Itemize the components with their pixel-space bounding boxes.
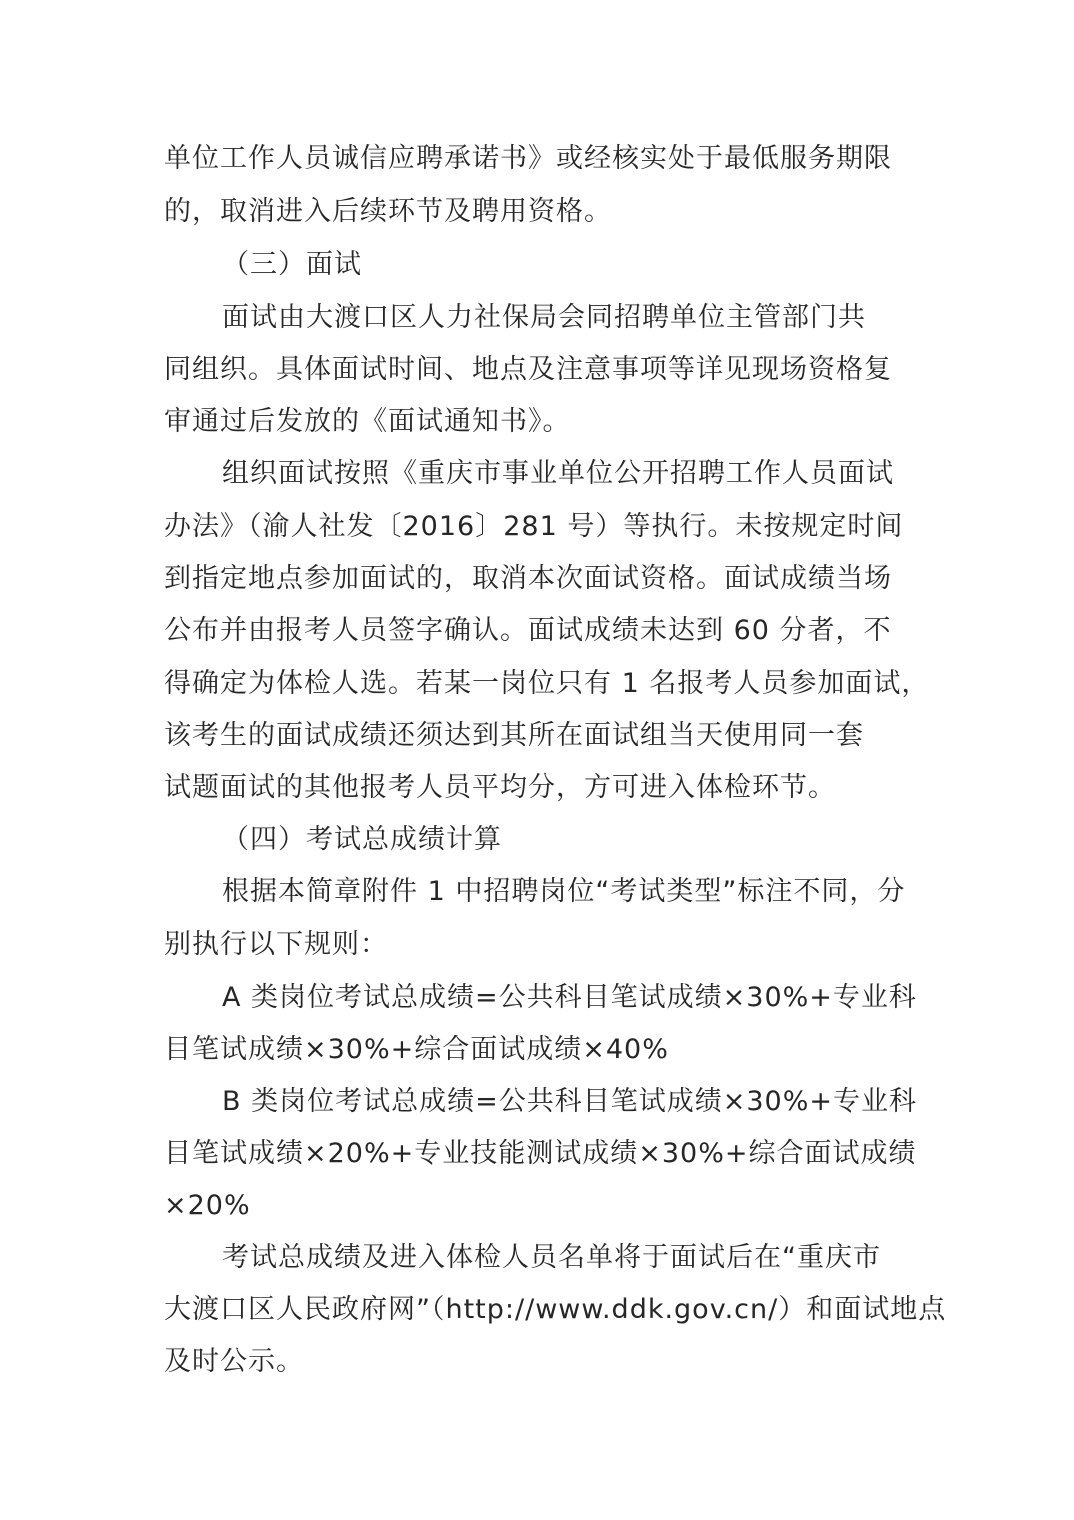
- text-line: 面试由大渡口区人力社保局会同招聘单位主管部门共: [222, 302, 866, 333]
- section-heading: （四）考试总成绩计算: [222, 824, 502, 855]
- text-line: B 类岗位考试总成绩=公共科目笔试成绩×30%+专业科: [222, 1086, 917, 1117]
- text-line: 及时公示。: [164, 1346, 304, 1377]
- text-line: 根据本简章附件 1 中招聘岗位“考试类型”标注不同，分: [222, 876, 906, 907]
- text-line: A 类岗位考试总成绩=公共科目笔试成绩×30%+专业科: [222, 982, 917, 1013]
- text-line: 审通过后发放的《面试通知书》。: [164, 406, 571, 437]
- text-line: 同组织。具体面试时间、地点及注意事项等详见现场资格复: [164, 354, 892, 385]
- text-line: 考试总成绩及进入体检人员名单将于面试后在“重庆市: [222, 1242, 881, 1273]
- text-line: 公布并由报考人员签字确认。面试成绩未达到 60 分者，不: [164, 615, 892, 646]
- text-line: 到指定地点参加面试的，取消本次面试资格。面试成绩当场: [164, 563, 892, 594]
- text-line: 该考生的面试成绩还须达到其所在面试组当天使用同一套: [164, 720, 864, 751]
- text-line: 试题面试的其他报考人员平均分，方可进入体检环节。: [164, 772, 836, 803]
- text-line: 目笔试成绩×20%+专业技能测试成绩×30%+综合面试成绩: [164, 1138, 917, 1169]
- text-line: ×20%: [164, 1190, 251, 1221]
- text-line: 办法》（渝人社发〔2016〕281 号）等执行。未按规定时间: [164, 511, 904, 542]
- text-line: 组织面试按照《重庆市事业单位公开招聘工作人员面试: [222, 458, 894, 489]
- text-line: 目笔试成绩×30%+综合面试成绩×40%: [164, 1034, 669, 1065]
- text-line: 的，取消进入后续环节及聘用资格。: [164, 196, 612, 227]
- text-line: 大渡口区人民政府网”（http://www.ddk.gov.cn/）和面试地点: [164, 1294, 947, 1325]
- text-line: 得确定为体检人选。若某一岗位只有 1 名报考人员参加面试，: [164, 668, 930, 699]
- section-heading: （三）面试: [222, 249, 362, 280]
- text-line: 单位工作人员诚信应聘承诺书》或经核实处于最低服务期限: [164, 143, 892, 174]
- text-line: 别执行以下规则：: [164, 929, 388, 960]
